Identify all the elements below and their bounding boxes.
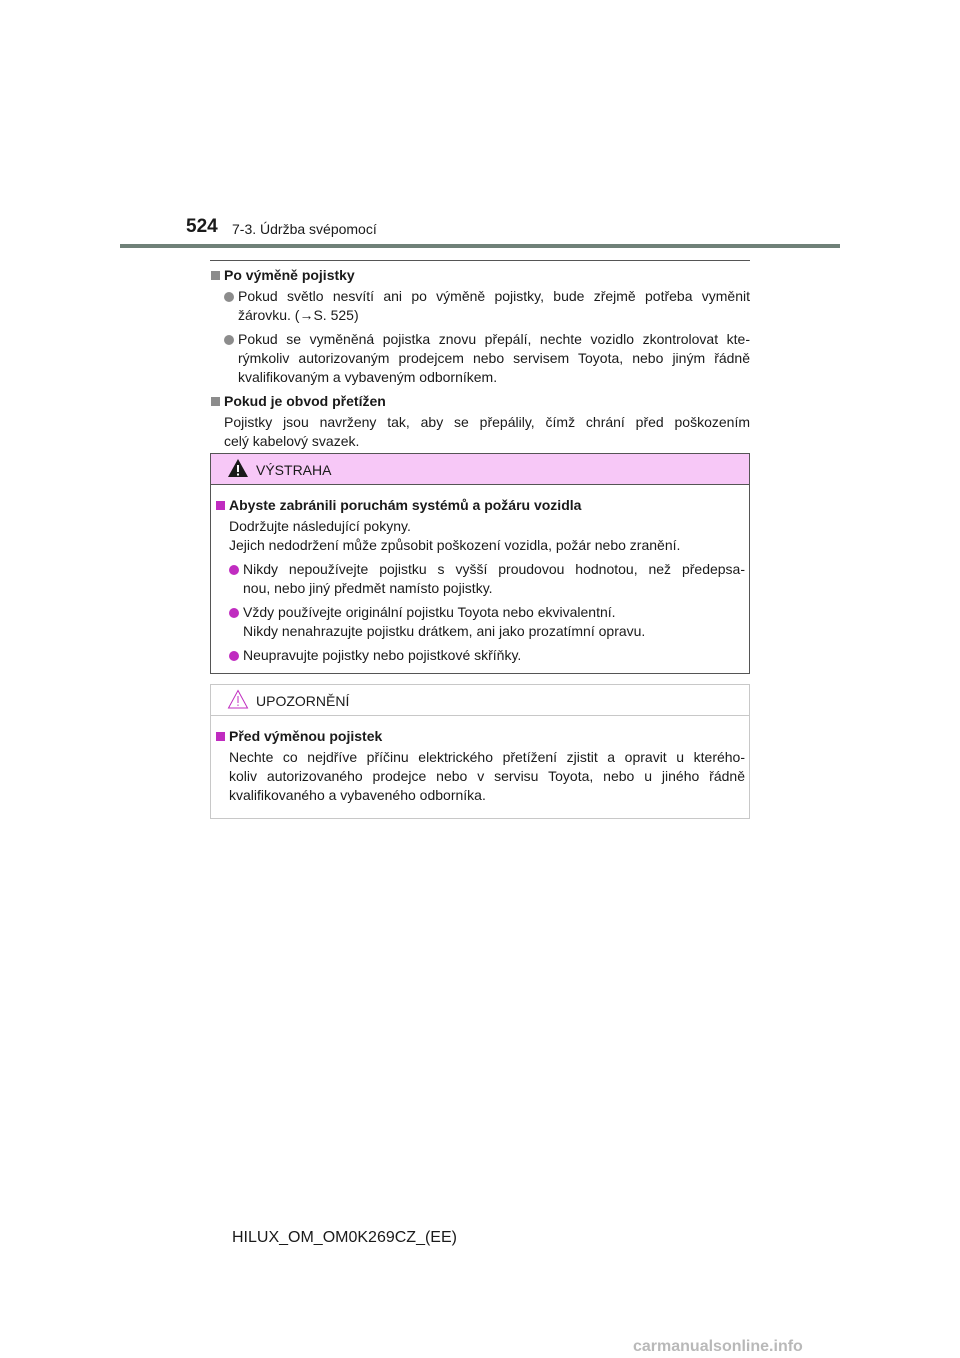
bullet-item: Pokud se vyměněná pojistka znovu přepálí, nechte vozidlo zkontrolovat kte- rýmkoliv autorizovaným prodejcem nebo servisem Toyota, nebo jiným řádně kvalifikovaným a vybaveným odborníkem. [210,330,750,387]
content-rule [210,260,750,261]
caution-paragraph: Nechte co nejdříve příčinu elektrického přetížení zjistit a opravit u kterého- koliv autorizovaného prodejce nebo v servisu Toyota, nebo u jiného řádně kvalifikovaného a vybaveného odborníka. [229,749,745,803]
square-bullet-icon [211,271,220,280]
section-heading-after-fuse-replacement: Po výměně pojistky [210,266,750,285]
square-bullet-icon [216,501,225,510]
page-number: 524 [186,216,218,237]
warning-header [211,454,749,485]
warning-bullet: Neupravujte pojistky nebo pojistkové skříňky. [215,646,745,665]
warning-bullet: Vždy používejte originální pojistku Toyota nebo ekvivalentní. Nikdy nenahrazujte pojistku drátkem, ani jako prozatímní opravu. [215,603,745,641]
caution-label: UPOZORNĚNÍ [256,693,350,709]
circle-bullet-icon [229,651,239,661]
warning-triangle-icon [227,458,249,478]
caution-box [210,684,750,819]
warning-box [210,453,750,674]
warning-body [211,485,749,665]
manual-code: HILUX_OM_OM0K269CZ_(EE) [232,1229,457,1246]
section-paragraph: Pojistky jsou navrženy tak, aby se přepálily, čímž chrání před poškozením celý kabelový svazek. [224,414,750,449]
bullet-item: Pokud světlo nesvítí ani po výměně pojistky, bude zřejmě potřeba vyměnit žárovku. (→S. 525) [210,287,750,325]
warning-title: Abyste zabránili poruchám systémů a požáru vozidla [215,496,745,515]
watermark: carmanualsonline.info [633,1338,803,1355]
square-bullet-icon [211,397,220,406]
header-rule [120,244,840,248]
warning-bullet: Nikdy nepoužívejte pojistku s vyšší proudovou hodnotou, než předepsa- nou, nebo jiný předmět namísto pojistky. [215,560,745,598]
caution-triangle-icon [227,689,249,709]
section-heading-circuit-overload: Pokud je obvod přetížen [210,392,750,411]
circle-bullet-icon [224,292,234,302]
main-content [210,266,750,451]
warning-intro: Dodržujte následující pokyny. Jejich nedodržení může způsobit poškození vozidla, požár nebo zranění. [229,518,681,553]
circle-bullet-icon [229,565,239,575]
circle-bullet-icon [229,608,239,618]
caution-title: Před výměnou pojistek [215,727,745,746]
caution-body [211,716,749,805]
circle-bullet-icon [224,335,234,345]
square-bullet-icon [216,732,225,741]
chapter-title: 7-3. Údržba svépomocí [232,221,377,237]
warning-label: VÝSTRAHA [256,462,332,478]
caution-header [211,685,749,716]
